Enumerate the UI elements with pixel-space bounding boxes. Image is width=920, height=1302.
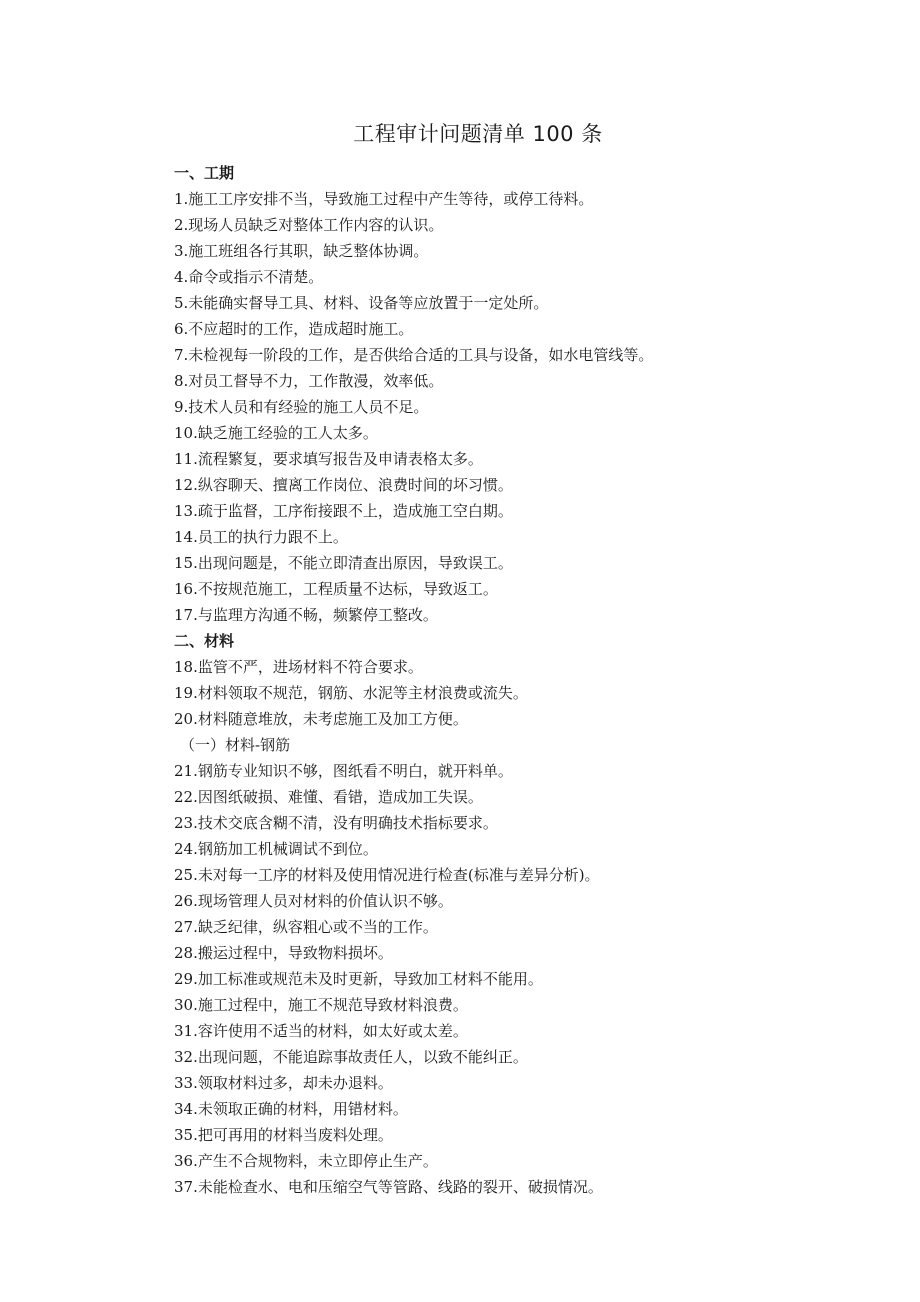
list-item: 26.现场管理人员对材料的价值认识不够。 [174,892,453,910]
list-item: 33.领取材料过多，却未办退料。 [174,1074,393,1092]
list-item: 6.不应超时的工作，造成超时施工。 [174,320,414,338]
list-item: 24.钢筋加工机械调试不到位。 [174,840,378,858]
list-item: 3.施工班组各行其职，缺乏整体协调。 [174,242,429,260]
list-item: 15.出现问题是，不能立即清查出原因，导致误工。 [174,554,513,572]
list-item: 12.纵容聊天、擅离工作岗位、浪费时间的坏习惯。 [174,476,513,494]
list-item: 34.未领取正确的材料，用错材料。 [174,1100,408,1118]
list-item: 37.未能检查水、电和压缩空气等管路、线路的裂开、破损情况。 [174,1178,603,1196]
list-item: 22.因图纸破损、难懂、看错，造成加工失误。 [174,788,483,806]
list-item: 13.疏于监督，工序衔接跟不上，造成施工空白期。 [174,502,513,520]
list-item: 27.缺乏纪律，纵容粗心或不当的工作。 [174,918,438,936]
list-item: 28.搬运过程中，导致物料损坏。 [174,944,393,962]
list-item: 14.员工的执行力跟不上。 [174,528,348,546]
list-item: 29.加工标准或规范未及时更新，导致加工材料不能用。 [174,970,543,988]
list-item: 5.未能确实督导工具、材料、设备等应放置于一定处所。 [174,294,549,312]
list-item: 16.不按规范施工，工程质量不达标，导致返工。 [174,580,498,598]
subsection-heading: （一）材料-钢筋 [180,736,291,754]
section-heading: 一、工期 [174,164,235,182]
list-item: 19.材料领取不规范，钢筋、水泥等主材浪费或流失。 [174,684,528,702]
list-item: 23.技术交底含糊不清，没有明确技术指标要求。 [174,814,498,832]
list-item: 31.容许使用不适当的材料，如太好或太差。 [174,1022,468,1040]
list-item: 25.未对每一工序的材料及使用情况进行检查(标准与差异分析)。 [174,866,600,884]
list-item: 2.现场人员缺乏对整体工作内容的认识。 [174,216,444,234]
section-heading: 二、材料 [174,632,235,650]
list-item: 36.产生不合规物料，未立即停止生产。 [174,1152,438,1170]
list-item: 32.出现问题，不能追踪事故责任人，以致不能纠正。 [174,1048,528,1066]
list-item: 7.未检视每一阶段的工作，是否供给合适的工具与设备，如水电管线等。 [174,346,654,364]
list-item: 4.命令或指示不清楚。 [174,268,324,286]
list-item: 35.把可再用的材料当废料处理。 [174,1126,393,1144]
document-title: 工程审计问题清单 100 条 [353,122,603,146]
list-item: 30.施工过程中，施工不规范导致材料浪费。 [174,996,468,1014]
list-item: 1.施工工序安排不当，导致施工过程中产生等待，或停工待料。 [174,190,594,208]
list-item: 21.钢筋专业知识不够，图纸看不明白，就开料单。 [174,762,513,780]
document-body [174,160,874,1200]
list-item: 18.监管不严，进场材料不符合要求。 [174,658,423,676]
list-item: 11.流程繁复，要求填写报告及申请表格太多。 [174,450,483,468]
list-item: 10.缺乏施工经验的工人太多。 [174,424,378,442]
list-item: 9.技术人员和有经验的施工人员不足。 [174,398,429,416]
list-item: 8.对员工督导不力，工作散漫，效率低。 [174,372,444,390]
list-item: 17.与监理方沟通不畅，频繁停工整改。 [174,606,438,624]
list-item: 20.材料随意堆放，未考虑施工及加工方便。 [174,710,468,728]
